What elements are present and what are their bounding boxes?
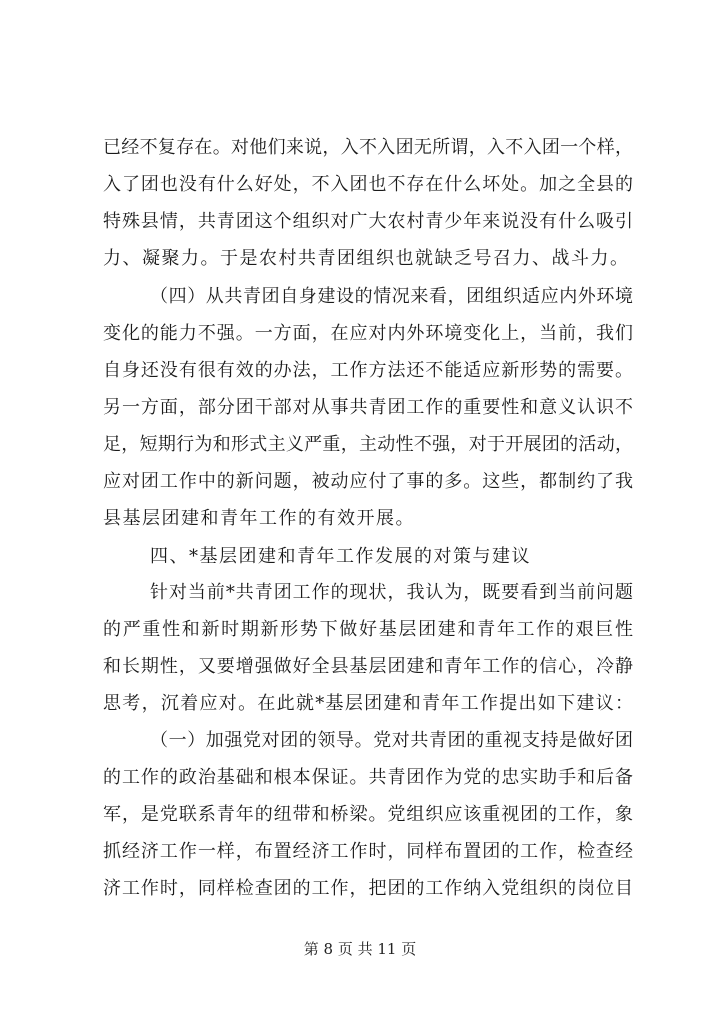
- text-line: 的工作的政治基础和根本保证。共青团作为党的忠实助手和后备: [103, 767, 633, 788]
- text-line: 县基层团建和青年工作的有效开展。: [103, 508, 415, 529]
- text-line: 自身还没有很有效的办法，工作方法还不能适应新形势的需要。: [103, 360, 633, 381]
- text-line: 入了团也没有什么好处，不入团也不存在什么坏处。加之全县的: [103, 174, 633, 195]
- text-line: 思考，沉着应对。在此就*基层团建和青年工作提出如下建议：: [103, 693, 633, 714]
- text-line: 四、*基层团建和青年工作发展的对策与建议: [150, 546, 531, 567]
- text-line: （四）从共青团自身建设的情况来看，团组织适应内外环境: [150, 286, 633, 307]
- text-line: 济工作时，同样检查团的工作，把团的工作纳入党组织的岗位目: [103, 878, 633, 899]
- page-number-footer: 第 8 页 共 11 页: [303, 940, 417, 958]
- text-line: 足，短期行为和形式主义严重，主动性不强，对于开展团的活动，: [103, 434, 633, 455]
- text-line: 应对团工作中的新问题，被动应付了事的多。这些，都制约了我: [103, 471, 633, 492]
- text-line: 特殊县情，共青团这个组织对广大农村青少年来说没有什么吸引: [103, 211, 633, 232]
- text-line: 已经不复存在。对他们来说，入不入团无所谓，入不入团一个样，: [103, 137, 633, 158]
- text-line: （一）加强党对团的领导。党对共青团的重视支持是做好团: [150, 730, 633, 751]
- text-line: 和长期性，又要增强做好全县基层团建和青年工作的信心，冷静: [103, 656, 633, 677]
- text-line: 抓经济工作一样，布置经济工作时，同样布置团的工作，检查经: [103, 841, 633, 862]
- text-line: 变化的能力不强。一方面，在应对内外环境变化上，当前，我们: [103, 323, 633, 344]
- text-line: 的严重性和新时期新形势下做好基层团建和青年工作的艰巨性: [103, 619, 633, 640]
- text-line: 军，是党联系青年的纽带和桥梁。党组织应该重视团的工作，象: [103, 804, 633, 825]
- text-line: 另一方面，部分团干部对从事共青团工作的重要性和意义认识不: [103, 397, 633, 418]
- text-line: 针对当前*共青团工作的现状，我认为，既要看到当前问题: [150, 582, 633, 603]
- text-line: 力、凝聚力。于是农村共青团组织也就缺乏号召力、战斗力。: [103, 248, 630, 269]
